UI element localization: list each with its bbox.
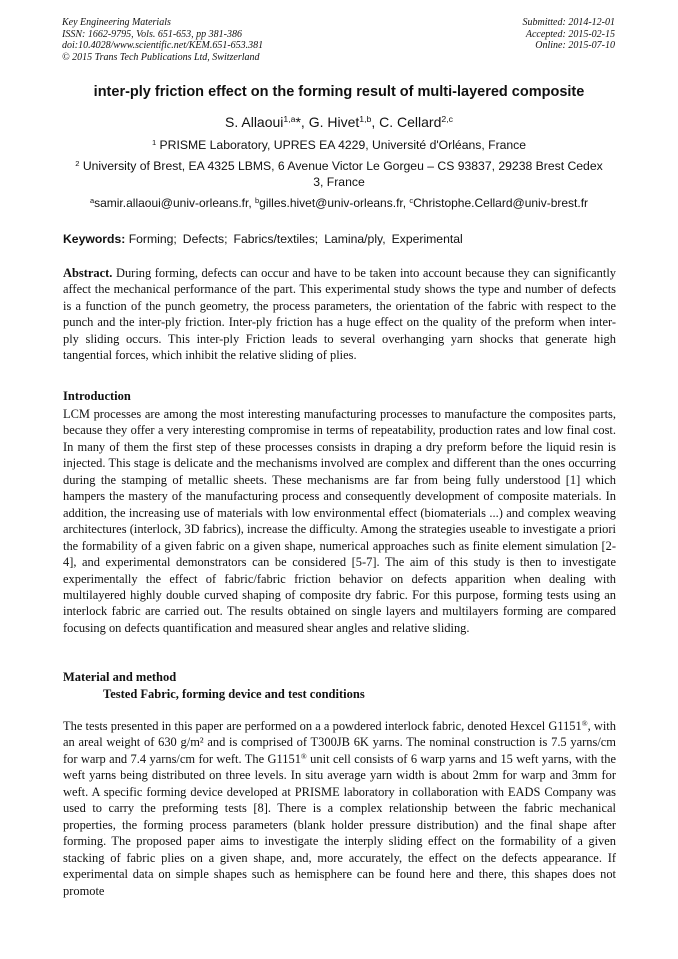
email-mark: b — [255, 195, 260, 205]
author-name: S. Allaoui — [225, 114, 284, 130]
registered-mark: ® — [300, 751, 307, 761]
author-affil-mark: 2,c — [441, 114, 453, 125]
abstract-label: Abstract. — [63, 266, 113, 280]
author-affil-mark: 1,a — [283, 114, 296, 125]
introduction-body: LCM processes are among the most interesting manufacturing processes to manufacture the composites parts, because they offer a very interesting compromise in terms of repeatability, production rates and low final cost. In many of them the first step of these processes consists in draping a dry preform before the liquid resin is injected. This stage is delicate and the mechanisms involved are complex and different than the ones occurring during the stamping of metallic sheets. These mechanisms are far from being fully understood [1] which hampers the mastery of the manufacturing process and consequently development of composite materials. In addition, the increasing use of materials with low environmental effect (biomaterials ...) and complex weaving architectures (interlock, 3D fabrics), increase the difficulty. Among the strategies useable to investigate a priori the formability of a given fabric on a given shape, numerical approaches such as finite element simulation [2-4], and experimental demonstrators can be considered [5-7]. The aim of this study is then to investigate experimentally the effect of fabric/fabric friction behavior on defects apparition when dealing with multilayered highly double curved shaping of composite dry fabric. For this purpose, forming tests using an interlock fabric are carried out. The results obtained on single layers and multilayers forming are compared focusing on defects quantification and measured shear angles and relative sliding. — [63, 407, 616, 635]
keyword: Defects; — [182, 232, 228, 246]
submitted-date: Submitted: 2014-12-01 — [522, 17, 615, 28]
method-text: unit cell consists of 6 warp yarns and 15 weft yarns, with the weft yarns being distributed on three levels. In situ average yarn width is about 2mm for warp and 3mm for weft. A specific forming device developed at PRISME laboratory in collaboration with EADS Company was used to carry the preforming tests [8]. There is a complex relationship between the fabric mechanical properties, the forming process parameters (blank holder pressure distribution) and the final shape after forming. The proposed paper aims to investigate the interply sliding effect on the formability of a given stacking of fabric plies on a given shape, and, more accurately, the effect on the defects appearance. If experimental data on simple shapes such as hemisphere can be found here and there, this shapes does not promote — [63, 751, 616, 898]
affiliation-1 — [40, 137, 638, 153]
author-list — [40, 114, 638, 130]
introduction-heading: Introduction — [63, 389, 131, 403]
keyword: Experimental — [391, 232, 463, 246]
journal-doi: doi:10.4028/www.scientific.net/KEM.651-653.381 — [62, 40, 264, 51]
author-name: , G. Hivet — [300, 114, 360, 130]
paper-title: inter-ply friction effect on the forming result of multi-layered composite — [93, 84, 585, 100]
journal-copyright: © 2015 Trans Tech Publications Ltd, Switzerland — [62, 51, 260, 63]
author-affil-mark: 1,b — [359, 114, 372, 125]
journal-name: Key Engineering Materials — [62, 17, 171, 28]
submission-dates — [523, 17, 616, 52]
method-heading: Material and method — [63, 670, 177, 684]
author-emails — [40, 196, 638, 210]
keywords-label: Keywords: — [63, 232, 126, 246]
method-body — [63, 718, 616, 899]
affil-text: PRISME Laboratory, UPRES EA 4229, Université d'Orléans, France — [156, 138, 527, 152]
email-mark: a — [89, 195, 95, 205]
abstract-text: During forming, defects can occur and have to be taken into account because they can significantly affect the mechanical performance of the part. This experimental study shows the type and number of defects is a function of the punch geometry, the process parameters, the orientation of the fabric with respect to the punch and the inter-ply friction. Inter-ply friction has a huge effect on the quality of the preform when inter-ply sliding occurs. This inter-ply Friction leads to several overhanging yarn shocks that generate high tangential forces, which inhibit the relative sliding of plies. — [63, 266, 617, 363]
abstract — [63, 265, 616, 364]
journal-issn: ISSN: 1662-9795, Vols. 651-653, pp 381-386 — [62, 28, 242, 40]
affil-mark: 1 — [151, 137, 157, 147]
email-link[interactable]: Christophe.Cellard@univ-brest.fr — [413, 196, 589, 210]
email-link[interactable]: gilles.hivet@univ-orleans.fr, — [259, 196, 410, 210]
keyword: Fabrics/textiles; — [233, 232, 319, 246]
affil-text-cont: 3, France — [313, 175, 365, 189]
journal-info — [62, 17, 263, 63]
affil-text: University of Brest, EA 4325 LBMS, 6 Avenue Victor Le Gorgeu – CS 93837, 29238 Brest Cedex — [79, 159, 603, 173]
corresponding-mark: * — [295, 114, 301, 130]
registered-mark: ® — [581, 718, 588, 728]
online-date: Online: 2015-07-10 — [535, 40, 615, 51]
method-text: The tests presented in this paper are performed on a a powdered interlock fabric, denoted Hexcel G1151 — [63, 719, 582, 733]
keywords — [63, 232, 469, 246]
author-name: , C. Cellard — [371, 114, 442, 130]
accepted-date: Accepted: 2015-02-15 — [525, 28, 615, 40]
method-text: , with an areal weight of 630 g/m² and is comprised of T300JB 6K yarns. The nominal construction is 7.5 yarns/cm for warp and 7.4 yarns/cm for weft. The G1151 — [63, 719, 616, 766]
affil-mark: 2 — [75, 158, 80, 168]
email-link[interactable]: samir.allaoui@univ-orleans.fr, — [94, 196, 256, 210]
affiliation-2 — [40, 158, 638, 190]
method-subheading: Tested Fabric, forming device and test conditions — [103, 687, 365, 701]
keyword: Lamina/ply, — [324, 232, 386, 246]
email-mark: c — [409, 195, 414, 205]
keyword: Forming; — [128, 232, 177, 246]
